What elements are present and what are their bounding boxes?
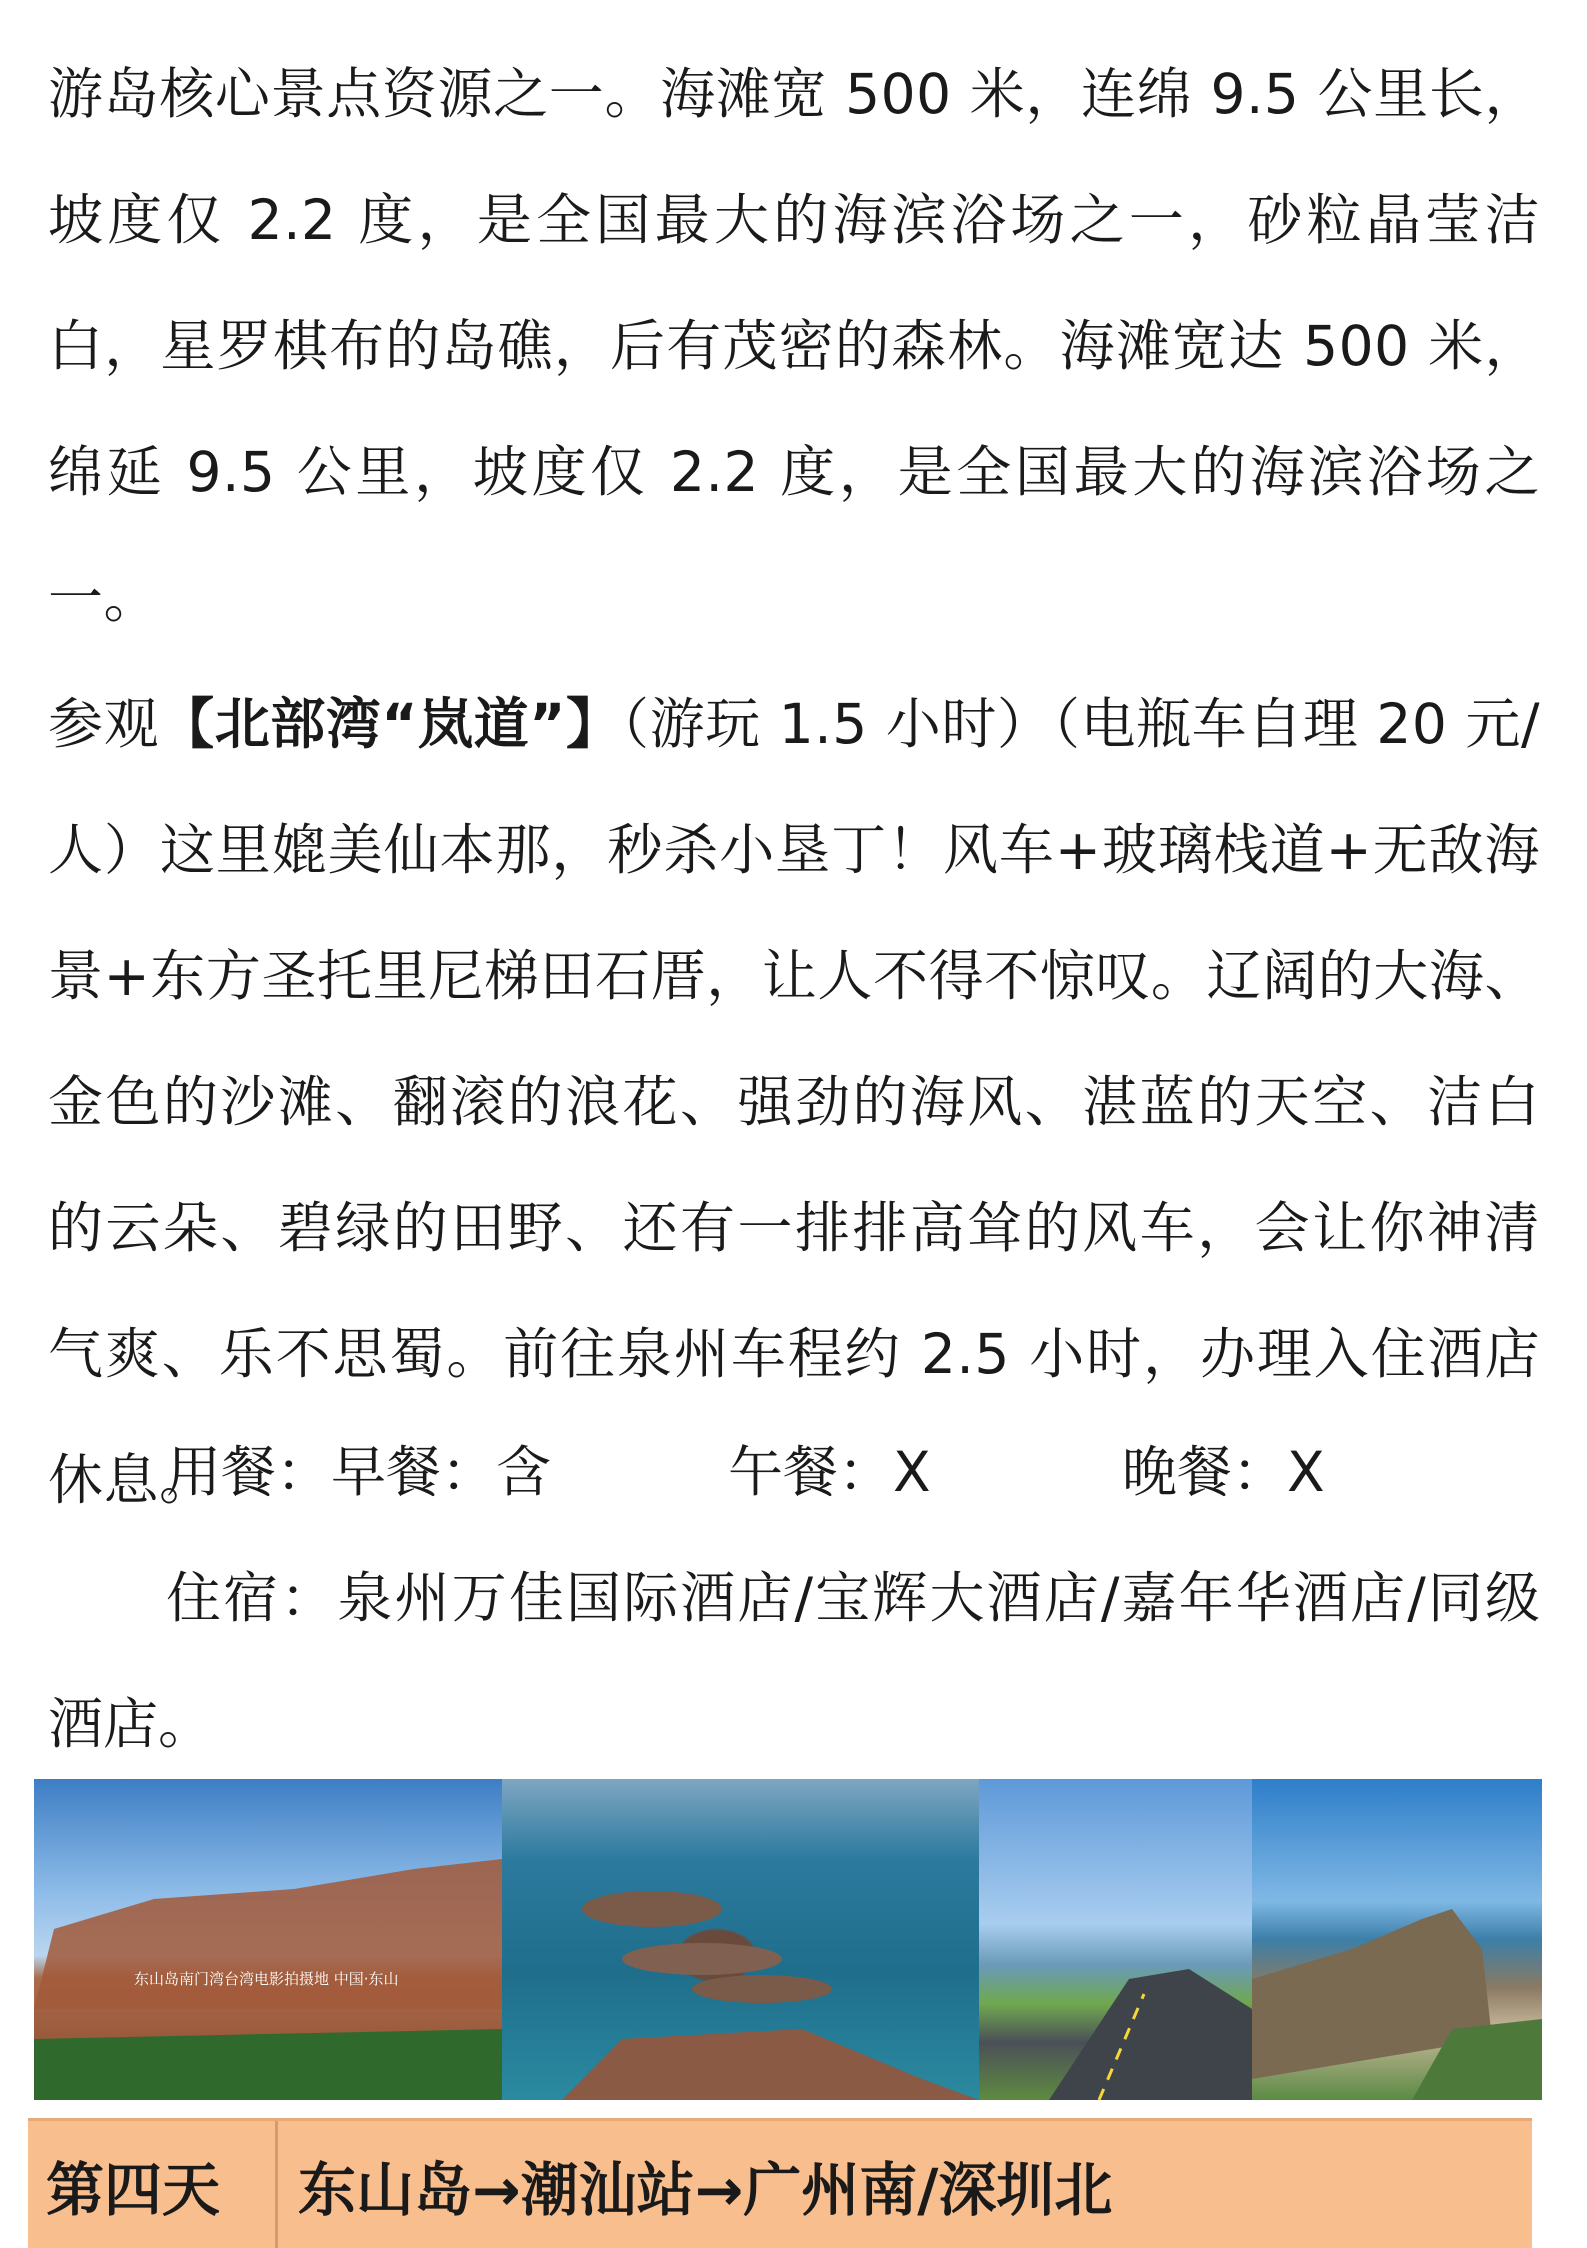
photo-aerial-islands <box>502 1779 979 2100</box>
photo-strip <box>34 1779 1542 2100</box>
day-label: 第四天 <box>28 2121 278 2248</box>
body-paragraph <box>48 31 1540 1543</box>
road-illustration <box>979 1779 1252 2100</box>
visit-description: （游玩 1.5 小时）（电瓶车自理 20 元/人）这里媲美仙本那，秒杀小垦丁！风车+玻璃栈道+无敌海景+东方圣托里尼梯田石厝，让人不得不惊叹。辽阔的大海、金色的沙滩、翻滚的浪花、强劲的海风、湛蓝的天空、洁白的云朵、碧绿的田野、还有一排排高耸的风车，会让你神清气爽、乐不思蜀。前往泉州车程约 2.5 小时，办理入住酒店休息。 <box>48 692 1541 1512</box>
meal-lunch: 午餐：X <box>728 1440 931 1504</box>
shore-illustration <box>1252 1779 1542 2100</box>
day-route: 东山岛→潮汕站→广州南/深圳北 <box>298 2155 1113 2224</box>
photo-rocky-shore <box>1252 1779 1542 2100</box>
photo-coastal-road <box>979 1779 1252 2100</box>
day-header-banner <box>28 2118 1532 2248</box>
cliff-sign-text: 东山岛南门湾台湾电影拍摄地 中国·东山 <box>134 1970 399 1988</box>
meal-dinner: 晚餐：X <box>1122 1440 1325 1504</box>
accommodation-text: 住宿：泉州万佳国际酒店/宝辉大酒店/嘉年华酒店/同级酒店。 <box>48 1566 1540 1756</box>
visit-prefix: 参观 <box>48 692 160 756</box>
meal-breakfast: 用餐：早餐：含 <box>166 1440 552 1504</box>
photo-cliff-sign <box>34 1779 502 2100</box>
islands-illustration <box>502 1779 979 2100</box>
visit-attraction-title: 【北部湾“岚道”】 <box>159 692 622 756</box>
cliff-sign-illustration <box>34 1779 502 2100</box>
beach-description: 游岛核心景点资源之一。海滩宽 500 米，连绵 9.5 公里长，坡度仅 2.2 度，是全国最大的海滨浴场之一，砂粒晶莹洁白，星罗棋布的岛礁，后有茂密的森林。海滩宽达 500 米，绵延 9.5 公里，坡度仅 2.2 度，是全国最大的海滨浴场之一。 <box>48 62 1540 630</box>
